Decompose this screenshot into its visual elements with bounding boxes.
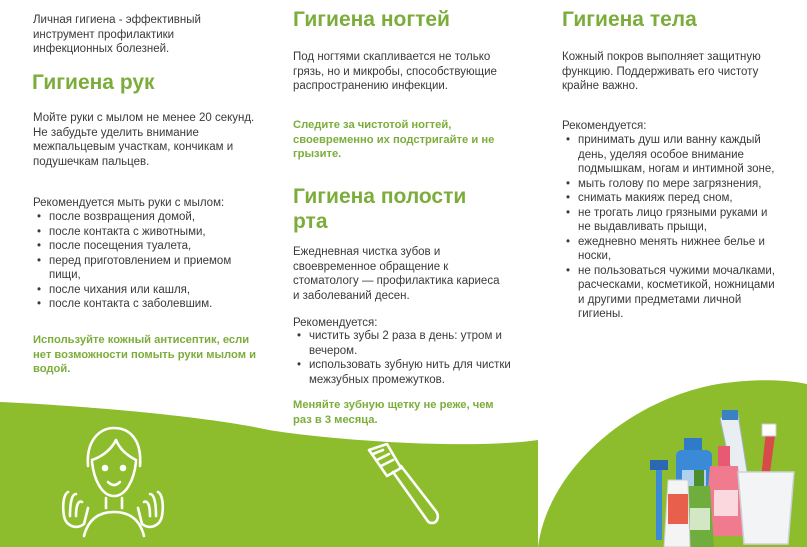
column-nails-mouth — [269, 0, 538, 547]
hand-washing-text: Мойте руки с мылом не менее 20 секунд. Не забудьте уделить внимание межпальцевым участкам, кончикам и подушечкам пальцев. — [33, 112, 255, 168]
list-item: • после контакта с заболевшим. — [49, 297, 264, 312]
antiseptic-tip: Используйте кожный антисептик, если нет возможности помыть руки мылом и водой. — [33, 334, 256, 375]
toothbrush-tip: Меняйте зубную щетку не реже, чем раз в 3 месяца. — [293, 399, 494, 426]
list-item: • не трогать лицо грязными руками и не выдавливать прыщи, — [578, 206, 778, 235]
list-item: • чистить зубы 2 раза в день: утром и вечером. — [309, 329, 531, 358]
nails-tip: Следите за чистотой ногтей, своевременно их подстригайте и не грызите. — [293, 119, 495, 160]
list-item: • перед приготовлением и приемом пищи, — [49, 254, 264, 283]
list-item: • использовать зубную нить для чистки межзубных промежутков. — [309, 358, 531, 387]
nails-text: Под ногтями скапливается не только грязь, но и микробы, способствующие распространению инфекции. — [293, 51, 497, 92]
oral-list — [293, 329, 531, 387]
column-hand-hygiene — [0, 0, 269, 547]
list-item: • после контакта с животными, — [49, 225, 264, 240]
body-list-title: Рекомендуется: — [562, 120, 647, 132]
hand-list — [33, 210, 264, 312]
heading-nail-hygiene: Гигиена ногтей — [293, 8, 450, 31]
list-item: • после возвращения домой, — [49, 210, 264, 225]
toothbrush-icon — [365, 440, 445, 530]
body-text: Кожный покров выполняет защитную функцию. Поддерживать его чистоту крайне важно. — [562, 51, 761, 92]
woman-face-icon — [58, 420, 168, 540]
list-item: • ежедневно менять нижнее белье и носки, — [578, 235, 778, 264]
hand-list-title: Рекомендуется мыть руки с мылом: — [33, 197, 225, 209]
list-item: • принимать душ или ванну каждый день, уделяя особое внимание подмышкам, ногам и интимной зоне, — [578, 133, 778, 177]
heading-hand-hygiene: Гигиена рук — [32, 71, 155, 94]
column-body-hygiene — [538, 0, 807, 547]
heading-oral-hygiene: Гигиена полости рта — [293, 185, 467, 233]
list-item: • после чихания или кашля, — [49, 283, 264, 298]
body-list — [562, 133, 778, 322]
oral-list-title: Рекомендуется: — [293, 317, 378, 329]
list-item: • снимать макияж перед сном, — [578, 191, 778, 206]
hygiene-products-icon — [598, 410, 807, 547]
list-item: • после посещения туалета, — [49, 239, 264, 254]
intro-text: Личная гигиена - эффективный инструмент профилактики инфекционных болезней. — [33, 14, 201, 55]
heading-body-hygiene: Гигиена тела — [562, 8, 697, 31]
list-item: • не пользоваться чужими мочалками, расческами, косметикой, ножницами и другими предметами личной гигиены. — [578, 264, 778, 322]
list-item: • мыть голову по мере загрязнения, — [578, 177, 778, 192]
oral-text: Ежедневная чистка зубов и своевременное обращение к стоматологу — профилактика кариеса и заболеваний десен. — [293, 246, 500, 302]
